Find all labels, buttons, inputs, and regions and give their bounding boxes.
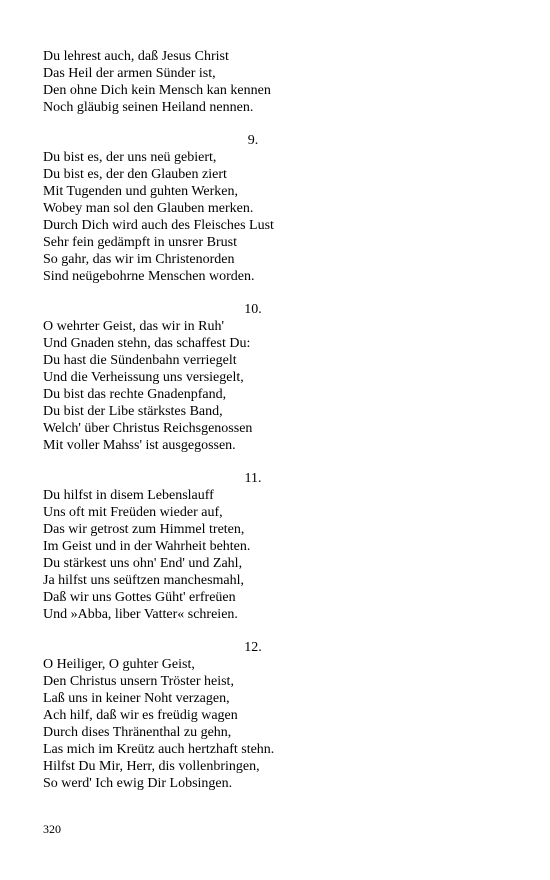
stanza-number: 9.: [247, 133, 259, 148]
verse-line: Du hilfst in disem Lebenslauff: [43, 488, 214, 503]
verse-line: Sehr fein gedämpft in unsrer Brust: [43, 235, 238, 250]
verse-line: Las mich im Kreütz auch hertzhaft stehn.: [43, 742, 275, 757]
verse-line: Laß uns in keiner Noht verzagen,: [43, 691, 230, 706]
verse-line: Durch dises Thränenthal zu gehn,: [43, 725, 232, 740]
verse-line: Ja hilfst uns seüftzen manchesmahl,: [43, 573, 245, 588]
stanza-number: 11.: [244, 471, 262, 486]
verse-line: Welch' über Christus Reichsgenossen: [43, 421, 253, 436]
verse-line: Uns oft mit Freüden wieder auf,: [43, 505, 223, 520]
verse-line: Wobey man sol den Glauben merken.: [43, 201, 254, 216]
verse-line: Daß wir uns Gottes Güht' erfreüen: [43, 590, 236, 605]
stanza-9: [43, 132, 313, 285]
verse-line: Im Geist und in der Wahrheit behten.: [43, 539, 251, 554]
verse-line: Und Gnaden stehn, das schaffest Du:: [43, 336, 251, 351]
verse-line: Du bist es, der den Glauben ziert: [43, 167, 227, 182]
verse-line: Den ohne Dich kein Mensch kan kennen: [43, 83, 271, 98]
verse-line: Ach hilf, daß wir es freüdig wagen: [43, 708, 238, 723]
verse-line: Hilfst Du Mir, Herr, dis vollenbringen,: [43, 759, 260, 774]
stanza-continued: [43, 48, 313, 116]
verse-line: Durch Dich wird auch des Fleisches Lust: [43, 218, 274, 233]
verse-line: Und die Verheissung uns versiegelt,: [43, 370, 244, 385]
verse-line: Das wir getrost zum Himmel treten,: [43, 522, 245, 537]
verse-line: So werd' Ich ewig Dir Lobsingen.: [43, 776, 233, 791]
verse-line: So gahr, das wir im Christenorden: [43, 252, 235, 267]
verse-line: Du lehrest auch, daß Jesus Christ: [43, 49, 229, 64]
verse-line: Du bist das rechte Gnadenpfand,: [43, 387, 227, 402]
verse-line: O Heiliger, O guhter Geist,: [43, 657, 195, 672]
verse-line: O wehrter Geist, das wir in Ruh': [43, 319, 224, 334]
verse-line: Du bist der Libe stärkstes Band,: [43, 404, 223, 419]
stanza-number: 12.: [244, 640, 262, 655]
stanza-12: [43, 639, 313, 792]
page-number: 320: [43, 822, 61, 836]
verse-line: Mit Tugenden und guhten Werken,: [43, 184, 238, 199]
verse-line: Du hast die Sündenbahn verriegelt: [43, 353, 237, 368]
verse-line: Noch gläubig seinen Heiland nennen.: [43, 100, 254, 115]
verse-line: Den Christus unsern Tröster heist,: [43, 674, 234, 689]
stanza-10: [43, 301, 313, 454]
verse-line: Mit voller Mahss' ist ausgegossen.: [43, 438, 236, 453]
verse-line: Du bist es, der uns neü gebiert,: [43, 150, 217, 165]
stanza-11: [43, 470, 313, 623]
verse-line: Und »Abba, liber Vatter« schreien.: [43, 607, 238, 622]
verse-line: Sind neügebohrne Menschen worden.: [43, 269, 255, 284]
verse-line: Du stärkest uns ohn' End' und Zahl,: [43, 556, 243, 571]
poem-body: [43, 48, 313, 808]
stanza-number: 10.: [244, 302, 262, 317]
verse-line: Das Heil der armen Sünder ist,: [43, 66, 216, 81]
